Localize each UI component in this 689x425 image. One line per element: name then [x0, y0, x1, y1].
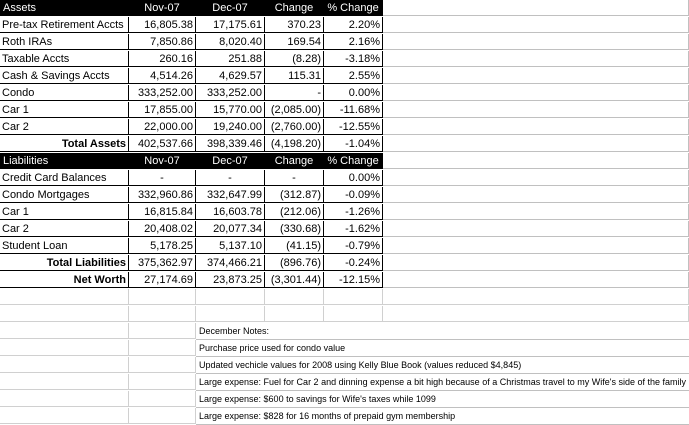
row-label[interactable]: Condo Mortgages [0, 187, 129, 203]
row-label[interactable]: Taxable Accts [0, 51, 129, 67]
nov-value[interactable]: 333,252.00 [129, 85, 196, 101]
nov-value[interactable]: 260.16 [129, 51, 196, 67]
nov-value[interactable]: 5,178.25 [129, 238, 196, 254]
change-value[interactable]: (41.15) [265, 238, 324, 254]
notes-row [0, 391, 689, 408]
pct-value[interactable]: -0.79% [324, 238, 383, 254]
row-label[interactable]: Pre-tax Retirement Accts [0, 17, 129, 33]
dec-value[interactable]: 23,873.25 [196, 272, 265, 288]
table-row [0, 238, 689, 255]
empty-cell[interactable] [383, 0, 689, 16]
empty-cell[interactable] [0, 391, 129, 407]
note-item[interactable]: Purchase price used for condo value [196, 340, 689, 357]
pct-value[interactable]: -1.04% [324, 136, 383, 152]
note-item[interactable]: Large expense: $828 for 16 months of prepaid gym membership [196, 408, 689, 425]
empty-cell[interactable] [383, 153, 689, 169]
total-liabilities-label[interactable]: Total Liabilities [0, 255, 129, 271]
empty-cell[interactable] [383, 255, 689, 271]
dec-value[interactable]: 4,629.57 [196, 68, 265, 84]
dec-value[interactable]: 374,466.21 [196, 255, 265, 271]
notes-row [0, 374, 689, 391]
table-row [0, 221, 689, 238]
dec-value[interactable]: 19,240.00 [196, 119, 265, 135]
table-row [0, 204, 689, 221]
row-label[interactable]: Cash & Savings Accts [0, 68, 129, 84]
empty-cell[interactable] [129, 306, 196, 322]
table-row [0, 102, 689, 119]
net-worth-label[interactable]: Net Worth [0, 272, 129, 288]
nov-value[interactable]: 375,362.97 [129, 255, 196, 271]
empty-cell[interactable] [129, 289, 196, 305]
total-liabilities-row [0, 255, 689, 272]
empty-cell[interactable] [265, 306, 324, 322]
empty-cell[interactable] [383, 85, 689, 101]
assets-header-label[interactable]: Assets [0, 0, 129, 16]
empty-cell[interactable] [0, 289, 129, 305]
notes-row [0, 340, 689, 357]
empty-cell[interactable] [383, 34, 689, 50]
change-value[interactable]: (3,301.44) [265, 272, 324, 288]
row-label[interactable]: Condo [0, 85, 129, 101]
empty-cell[interactable] [196, 306, 265, 322]
pct-value[interactable]: 0.00% [324, 85, 383, 101]
empty-cell[interactable] [383, 170, 689, 186]
pct-value[interactable]: -1.62% [324, 221, 383, 237]
pct-value[interactable]: 2.16% [324, 34, 383, 50]
pct-value[interactable]: -12.15% [324, 272, 383, 288]
liabilities-header-row [0, 153, 689, 170]
pct-value[interactable]: -0.09% [324, 187, 383, 203]
nov-value[interactable]: 16,815.84 [129, 204, 196, 220]
note-item[interactable]: Large expense: Fuel for Car 2 and dinning expense a bit high because of a Christmas travel to my Wife's side of the family [196, 374, 689, 391]
assets-header-dec[interactable]: Dec-07 [196, 0, 265, 16]
empty-cell[interactable] [0, 306, 129, 322]
nov-value[interactable]: 4,514.26 [129, 68, 196, 84]
liabilities-header-change[interactable]: Change [265, 153, 324, 169]
table-row [0, 119, 689, 136]
note-item[interactable]: Updated vechicle values for 2008 using Kelly Blue Book (values reduced $4,845) [196, 357, 689, 374]
nov-value[interactable]: 27,174.69 [129, 272, 196, 288]
row-label[interactable]: Student Loan [0, 238, 129, 254]
empty-cell[interactable] [129, 323, 196, 339]
empty-cell[interactable] [0, 323, 129, 339]
dec-value[interactable]: 15,770.00 [196, 102, 265, 118]
empty-cell[interactable] [129, 408, 196, 424]
pct-value[interactable]: -12.55% [324, 119, 383, 135]
dec-value[interactable]: 17,175.61 [196, 17, 265, 33]
empty-row [0, 306, 689, 323]
change-value[interactable]: 169.54 [265, 34, 324, 50]
empty-cell[interactable] [383, 187, 689, 203]
row-label[interactable]: Credit Card Balances [0, 170, 129, 186]
table-row [0, 170, 689, 187]
nov-value[interactable]: 20,408.02 [129, 221, 196, 237]
pct-value[interactable]: -0.24% [324, 255, 383, 271]
liabilities-header-nov[interactable]: Nov-07 [129, 153, 196, 169]
pct-value[interactable]: -1.26% [324, 204, 383, 220]
net-worth-row [0, 272, 689, 289]
table-row [0, 85, 689, 102]
empty-cell[interactable] [0, 340, 129, 356]
nov-value[interactable]: 332,960.86 [129, 187, 196, 203]
dec-value[interactable]: 333,252.00 [196, 85, 265, 101]
change-value[interactable]: - [265, 170, 324, 186]
change-value[interactable]: (330.68) [265, 221, 324, 237]
nov-value[interactable]: 17,855.00 [129, 102, 196, 118]
assets-header-pct[interactable]: % Change [324, 0, 383, 16]
change-value[interactable]: 115.31 [265, 68, 324, 84]
assets-header-change[interactable]: Change [265, 0, 324, 16]
empty-cell[interactable] [383, 136, 689, 152]
dec-value[interactable]: 251.88 [196, 51, 265, 67]
empty-cell[interactable] [383, 289, 689, 305]
december-notes-heading[interactable]: December Notes: [196, 323, 689, 340]
row-label[interactable]: Car 2 [0, 119, 129, 135]
assets-header-row [0, 0, 689, 17]
dec-value[interactable]: 398,339.46 [196, 136, 265, 152]
table-row [0, 187, 689, 204]
table-row [0, 34, 689, 51]
empty-cell[interactable] [324, 289, 383, 305]
dec-value[interactable]: 20,077.34 [196, 221, 265, 237]
total-assets-row [0, 136, 689, 153]
change-value[interactable]: (2,760.00) [265, 119, 324, 135]
empty-cell[interactable] [0, 357, 129, 373]
empty-cell[interactable] [383, 68, 689, 84]
change-value[interactable]: (8.28) [265, 51, 324, 67]
notes-row [0, 408, 689, 425]
pct-value[interactable]: -3.18% [324, 51, 383, 67]
nov-value[interactable]: 7,850.86 [129, 34, 196, 50]
empty-cell[interactable] [196, 289, 265, 305]
pct-value[interactable]: 2.55% [324, 68, 383, 84]
notes-row [0, 357, 689, 374]
dec-value[interactable]: 5,137.10 [196, 238, 265, 254]
change-value[interactable]: (896.76) [265, 255, 324, 271]
total-assets-label[interactable]: Total Assets [0, 136, 129, 152]
empty-cell[interactable] [383, 221, 689, 237]
liabilities-header-pct[interactable]: % Change [324, 153, 383, 169]
liabilities-header-dec[interactable]: Dec-07 [196, 153, 265, 169]
table-row [0, 68, 689, 85]
row-label[interactable]: Car 2 [0, 221, 129, 237]
row-label[interactable]: Car 1 [0, 204, 129, 220]
pct-value[interactable]: 2.20% [324, 17, 383, 33]
liabilities-header-label[interactable]: Liabilities [0, 153, 129, 169]
pct-value[interactable]: -11.68% [324, 102, 383, 118]
empty-cell[interactable] [324, 306, 383, 322]
empty-cell[interactable] [383, 204, 689, 220]
empty-cell[interactable] [383, 306, 689, 322]
change-value[interactable]: - [265, 85, 324, 101]
empty-cell[interactable] [129, 340, 196, 356]
nov-value[interactable]: 402,537.66 [129, 136, 196, 152]
notes-row [0, 323, 689, 340]
nov-value[interactable]: - [129, 170, 196, 186]
table-row [0, 51, 689, 68]
empty-cell[interactable] [383, 102, 689, 118]
table-row [0, 17, 689, 34]
empty-cell[interactable] [383, 238, 689, 254]
change-value[interactable]: 370.23 [265, 17, 324, 33]
dec-value[interactable]: 8,020.40 [196, 34, 265, 50]
dec-value[interactable]: - [196, 170, 265, 186]
change-value[interactable]: (4,198.20) [265, 136, 324, 152]
empty-cell[interactable] [383, 51, 689, 67]
empty-cell[interactable] [383, 272, 689, 288]
assets-header-nov[interactable]: Nov-07 [129, 0, 196, 16]
empty-row [0, 289, 689, 306]
empty-cell[interactable] [129, 357, 196, 373]
empty-cell[interactable] [0, 374, 129, 390]
dec-value[interactable]: 16,603.78 [196, 204, 265, 220]
nov-value[interactable]: 22,000.00 [129, 119, 196, 135]
change-value[interactable]: (212.06) [265, 204, 324, 220]
row-label[interactable]: Car 1 [0, 102, 129, 118]
empty-cell[interactable] [383, 119, 689, 135]
change-value[interactable]: (2,085.00) [265, 102, 324, 118]
empty-cell[interactable] [0, 408, 129, 424]
nov-value[interactable]: 16,805.38 [129, 17, 196, 33]
empty-cell[interactable] [129, 374, 196, 390]
empty-cell[interactable] [265, 289, 324, 305]
change-value[interactable]: (312.87) [265, 187, 324, 203]
empty-cell[interactable] [383, 17, 689, 33]
pct-value[interactable]: 0.00% [324, 170, 383, 186]
empty-cell[interactable] [129, 391, 196, 407]
row-label[interactable]: Roth IRAs [0, 34, 129, 50]
note-item[interactable]: Large expense: $600 to savings for Wife's taxes while 1099 [196, 391, 689, 408]
dec-value[interactable]: 332,647.99 [196, 187, 265, 203]
